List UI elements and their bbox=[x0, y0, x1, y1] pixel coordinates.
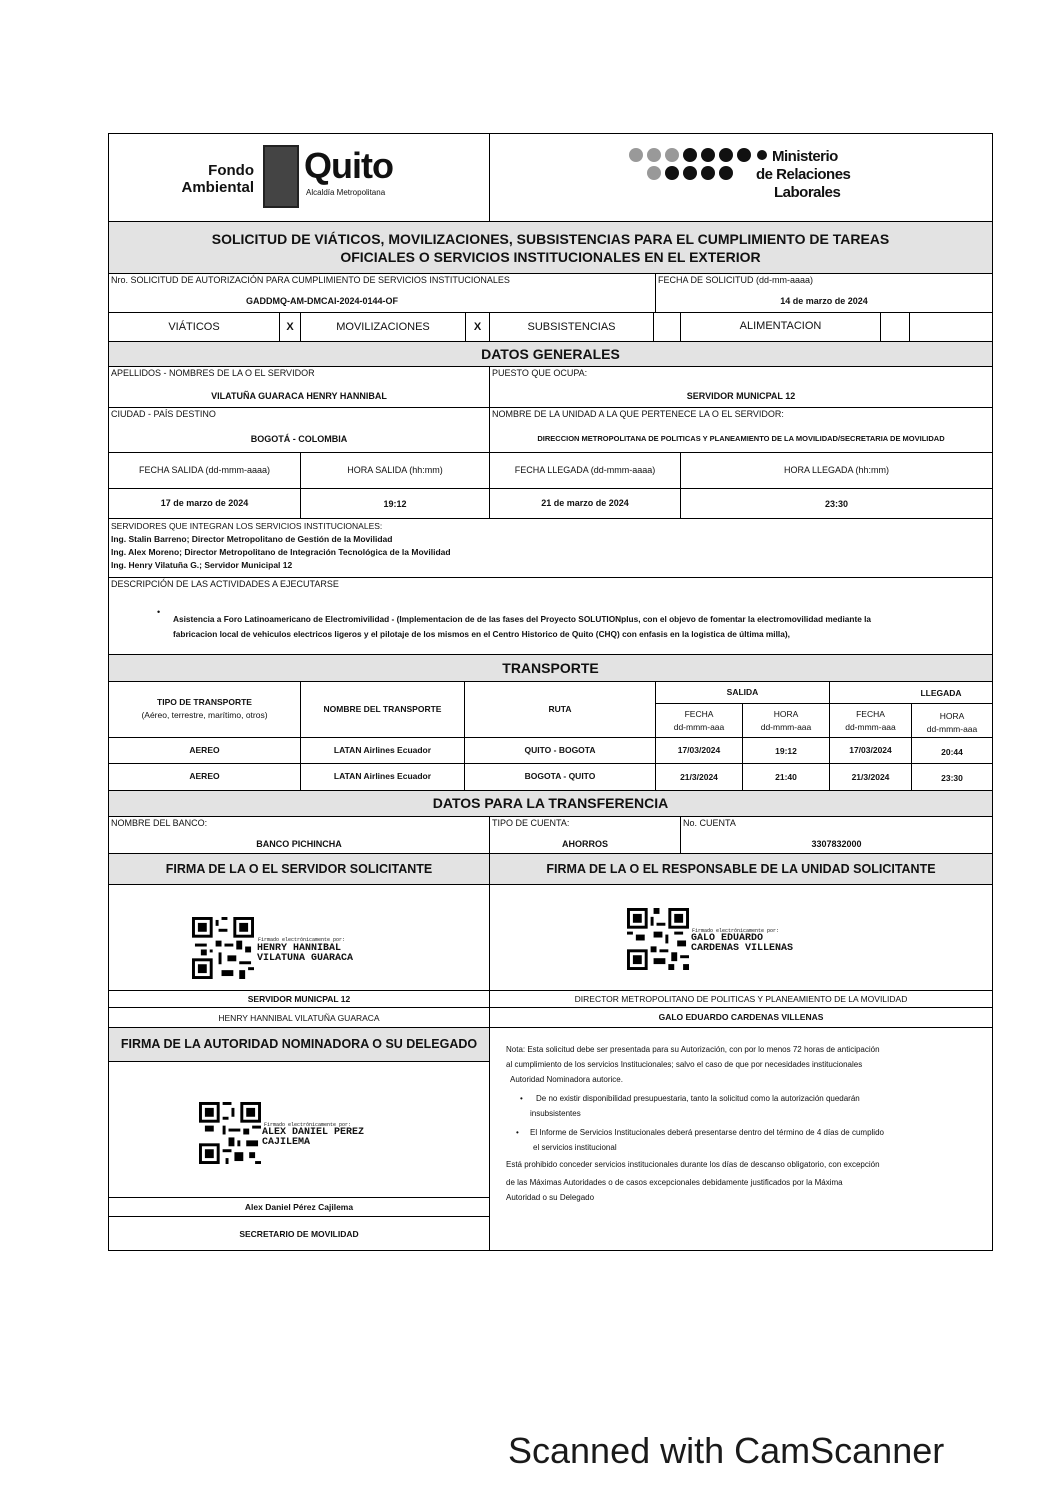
transporte-title: TRANSPORTE bbox=[502, 660, 599, 676]
apellidos-label: APELLIDOS - NOMBRES DE LA O EL SERVIDOR bbox=[111, 368, 315, 378]
nota-line2: al cumplimiento de los servicios Institucionales; salvo el caso de que por necesidades institucionales bbox=[506, 1060, 863, 1069]
row2-llegada-hora bbox=[911, 763, 993, 791]
viaticos-cell bbox=[108, 312, 280, 342]
tipo-transporte-sub: (Aéreo, terrestre, marítimo, otros) bbox=[141, 710, 268, 720]
salida-hora-label: HORA bbox=[773, 709, 799, 719]
tipo-cuenta-cell bbox=[489, 816, 681, 854]
nombre-transporte-label: NOMBRE DEL TRANSPORTE bbox=[323, 704, 442, 714]
viaticos-label: VIÁTICOS bbox=[168, 321, 220, 333]
servidor-item: Ing. Stalin Barreno; Director Metropolitano de Gestión de la Movilidad bbox=[111, 534, 393, 544]
cuenta-cell bbox=[680, 816, 993, 854]
bullet-icon: • bbox=[157, 607, 161, 617]
subsistencias-checkbox[interactable] bbox=[653, 312, 681, 342]
firma-responsable-title: FIRMA DE LA O EL RESPONSABLE DE LA UNIDAD SOLICITANTE bbox=[546, 862, 936, 876]
nota-bullet1-a: De no existir disponibilidad presupuestaria, tanto la solicitud como la autorización quedarán bbox=[536, 1094, 860, 1103]
row2-tipo-text: AEREO bbox=[189, 771, 220, 781]
datos-generales-title: DATOS GENERALES bbox=[481, 346, 620, 362]
autoridad-nombre: Alex Daniel Pérez Cajilema bbox=[244, 1202, 354, 1212]
row2-tipo bbox=[108, 763, 301, 791]
row2-salida-fecha bbox=[655, 763, 743, 791]
row1-salida-fecha-text: 17/03/2024 bbox=[677, 745, 721, 755]
row1-llegada-hora-text: 20:44 bbox=[941, 747, 963, 757]
servidores-cell bbox=[108, 518, 993, 578]
qr-code-icon bbox=[192, 917, 254, 979]
nota-text bbox=[506, 1042, 986, 1205]
puesto-label: PUESTO QUE OCUPA: bbox=[492, 368, 588, 378]
puesto-value: SERVIDOR MUNICPAL 12 bbox=[686, 391, 796, 401]
row2-salida-hora bbox=[742, 763, 830, 791]
subsistencias-label: SUBSISTENCIAS bbox=[527, 321, 616, 333]
row2-ruta-text: BOGOTA - QUITO bbox=[524, 771, 596, 781]
alimentacion-label: ALIMENTACION bbox=[739, 320, 822, 332]
unidad-label: NOMBRE DE LA UNIDAD A LA QUE PERTENECE LA O EL SERVIDOR: bbox=[492, 409, 784, 419]
hora-llegada-value-cell bbox=[680, 488, 993, 519]
row1-llegada-fecha-text: 17/03/2024 bbox=[849, 745, 892, 755]
salida-fecha-label: FECHA bbox=[684, 709, 714, 719]
nota-bullet1-b: insubsistentes bbox=[530, 1109, 581, 1118]
hora-llegada-value: 23:30 bbox=[824, 499, 849, 509]
bullet-icon: • bbox=[516, 1128, 519, 1137]
fondo-ambiental-logo bbox=[170, 162, 254, 196]
descripcion-line2: fabricacion local de vehiculos electricos ligeros y el pilotaje de los mismos en el Centro Historico de Quito (CHQ) con enfasis en la logistica de última milla), bbox=[173, 629, 790, 639]
firmado-por-text: Firmado electrónicamente por: bbox=[692, 928, 780, 934]
descripcion-cell bbox=[108, 577, 993, 655]
salida-fecha-header bbox=[655, 703, 743, 738]
fecha-salida-value: 17 de marzo de 2024 bbox=[160, 498, 249, 508]
fecha-salida-label-cell bbox=[108, 452, 301, 489]
responsable-nombre-cell bbox=[489, 1007, 993, 1028]
row1-salida-hora bbox=[742, 737, 830, 764]
nota-line6: Autoridad o su Delegado bbox=[506, 1193, 595, 1202]
tipo-cuenta-value: AHORROS bbox=[561, 839, 608, 849]
ministerio-line3: Laborales bbox=[774, 184, 841, 201]
salida-hora-format: dd-mmm-aaa bbox=[760, 722, 812, 732]
alimentacion-checkbox[interactable] bbox=[880, 312, 910, 342]
firma-solicitante-band bbox=[108, 853, 490, 885]
llegada-hora-label: HORA bbox=[939, 711, 965, 721]
fecha-salida-label: FECHA SALIDA (dd-mmm-aaaa) bbox=[138, 465, 271, 475]
autoridad-nombre-cell bbox=[108, 1197, 490, 1217]
row1-nombre bbox=[300, 737, 465, 764]
quito-crest-icon bbox=[263, 145, 299, 208]
firma-solicitante-title: FIRMA DE LA O EL SERVIDOR SOLICITANTE bbox=[165, 862, 433, 876]
ministerio-dots-icon bbox=[628, 147, 768, 183]
fecha-llegada-value-cell bbox=[489, 488, 681, 519]
nota-line4: Está prohibido conceder servicios institucionales durante los días de descanso obligatorio, con excepción bbox=[506, 1160, 880, 1169]
row2-llegada-fecha bbox=[829, 763, 912, 791]
signature-name bbox=[691, 934, 793, 954]
llegada-header bbox=[829, 681, 993, 704]
signature-name bbox=[257, 944, 353, 964]
hora-salida-value-cell bbox=[300, 488, 490, 519]
llegada-hora-format: dd-mmm-aaa bbox=[926, 724, 978, 734]
responsable-cargo-cell bbox=[489, 990, 993, 1008]
ruta-header bbox=[464, 681, 656, 738]
viaticos-checkbox[interactable] bbox=[279, 312, 301, 342]
subsistencias-cell bbox=[489, 312, 654, 342]
nota-bullet1 bbox=[506, 1091, 986, 1121]
banco-value: BANCO PICHINCHA bbox=[256, 839, 342, 849]
firma-responsable-band bbox=[489, 853, 993, 885]
row2-nombre-text: LATAN Airlines Ecuador bbox=[333, 771, 432, 781]
firmado-por-text: Firmado electrónicamente por: bbox=[258, 937, 346, 943]
apellidos-value: VILATUÑA GUARACA HENRY HANNIBAL bbox=[211, 391, 387, 401]
form-title bbox=[108, 230, 993, 266]
salida-hora-header bbox=[742, 703, 830, 738]
movilizaciones-checkbox[interactable] bbox=[465, 312, 490, 342]
ambiental-text: Ambiental bbox=[181, 179, 254, 196]
nota-bullet2-a: El Informe de Servicios Institucionales deberá presentarse dentro del término de 4 días de cumplido bbox=[530, 1128, 884, 1137]
row2-salida-fecha-text: 21/3/2024 bbox=[680, 772, 718, 782]
banco-cell bbox=[108, 816, 490, 854]
sig2-line1: GALO EDUARDO bbox=[691, 933, 764, 944]
row2-llegada-hora-text: 23:30 bbox=[941, 773, 963, 783]
servidor-item: Ing. Henry Vilatuña G.; Servidor Municipal 12 bbox=[111, 560, 293, 570]
nota-bullet2-b: el servicios institucional bbox=[533, 1143, 617, 1152]
salida-header bbox=[655, 681, 830, 704]
firmado-por-text: Firmado electrónicamente por: bbox=[264, 1122, 352, 1128]
autoridad-cargo-cell bbox=[108, 1216, 490, 1251]
solicitante-nombre-cell bbox=[108, 1007, 490, 1028]
bullet-icon: • bbox=[520, 1094, 523, 1103]
tipo-transporte-header bbox=[108, 681, 301, 738]
movilizaciones-cell bbox=[300, 312, 466, 342]
nota-bullet2 bbox=[506, 1125, 986, 1155]
autoridad-cargo: SECRETARIO DE MOVILIDAD bbox=[239, 1229, 359, 1239]
row2-salida-hora-text: 21:40 bbox=[775, 772, 797, 782]
form-title-line2: OFICIALES O SERVICIOS INSTITUCIONALES EN EL EXTERIOR bbox=[340, 249, 761, 265]
alimentacion-extra-cell bbox=[909, 312, 993, 342]
tipo-cuenta-label: TIPO DE CUENTA: bbox=[492, 818, 570, 828]
salida-fecha-format: dd-mmm-aaa bbox=[673, 722, 725, 732]
unidad-value: DIRECCION METROPOLITANA DE POLITICAS Y PLANEAMIENTO DE LA MOVILIDAD/SECRETARIA DE MOVILIDAD bbox=[537, 434, 945, 443]
ciudad-value: BOGOTÁ - COLOMBIA bbox=[250, 434, 348, 444]
row1-ruta-text: QUITO - BOGOTA bbox=[524, 745, 596, 755]
puesto-cell bbox=[489, 366, 993, 408]
fecha-solicitud-cell bbox=[655, 273, 993, 313]
row2-llegada-fecha-text: 21/3/2024 bbox=[851, 772, 890, 782]
banco-label: NOMBRE DEL BANCO: bbox=[111, 818, 208, 828]
llegada-label: LLEGADA bbox=[920, 688, 962, 698]
hora-salida-label-cell bbox=[300, 452, 490, 489]
row1-salida-hora-text: 19:12 bbox=[775, 746, 797, 756]
responsable-cargo: DIRECTOR METROPOLITANO DE POLITICAS Y PLANEAMIENTO DE LA MOVILIDAD bbox=[574, 994, 908, 1004]
movilizaciones-mark: X bbox=[473, 321, 482, 333]
hora-salida-label: HORA SALIDA (hh:mm) bbox=[347, 465, 443, 475]
cuenta-label: No. CUENTA bbox=[683, 818, 736, 828]
hora-llegada-label-cell bbox=[680, 452, 993, 489]
llegada-fecha-header bbox=[829, 703, 912, 738]
fondo-text: Fondo bbox=[208, 162, 254, 179]
transferencia-title: DATOS PARA LA TRANSFERENCIA bbox=[432, 795, 669, 811]
sig2-line2: CARDENAS VILLENAS bbox=[691, 943, 794, 954]
solicitante-nombre: HENRY HANNIBAL VILATUÑA GUARACA bbox=[218, 1013, 380, 1023]
ruta-label: RUTA bbox=[548, 704, 572, 714]
llegada-hora-header bbox=[911, 703, 993, 738]
nro-label: Nro. SOLICITUD DE AUTORIZACIÓN PARA CUMPLIMIENTO DE SERVICIOS INSTITUCIONALES bbox=[111, 275, 510, 285]
transferencia-band bbox=[108, 790, 993, 817]
servidor-item: Ing. Alex Moreno; Director Metropolitano de Integración Tecnológica de la Movilidad bbox=[111, 547, 451, 557]
fecha-solicitud-value: 14 de marzo de 2024 bbox=[780, 296, 868, 306]
llegada-fecha-label: FECHA bbox=[856, 709, 885, 719]
nombre-transporte-header bbox=[300, 681, 465, 738]
header-left-box bbox=[108, 133, 490, 222]
alcaldia-text: Alcaldía Metropolitana bbox=[306, 188, 386, 197]
row2-ruta bbox=[464, 763, 656, 791]
ciudad-label: CIUDAD - PAÍS DESTINO bbox=[111, 409, 216, 419]
solicitante-cargo-cell bbox=[108, 990, 490, 1008]
salida-label: SALIDA bbox=[726, 687, 759, 697]
viaticos-mark: X bbox=[286, 321, 294, 333]
firma-autoridad-band bbox=[108, 1027, 490, 1062]
hora-llegada-label: HORA LLEGADA (hh:mm) bbox=[783, 465, 890, 475]
sig3-line2: CAJILEMA bbox=[262, 1137, 311, 1148]
descripcion-label: DESCRIPCIÓN DE LAS ACTIVIDADES A EJECUTARSE bbox=[111, 579, 339, 589]
apellidos-cell bbox=[108, 366, 490, 408]
row1-tipo bbox=[108, 737, 301, 764]
fecha-llegada-label: FECHA LLEGADA (dd-mmm-aaaa) bbox=[514, 465, 656, 475]
ciudad-cell bbox=[108, 407, 490, 453]
llegada-fecha-format: dd-mmm-aaa bbox=[845, 722, 896, 732]
nro-cell bbox=[108, 273, 656, 313]
sig3-line1: ALEX DANIEL PEREZ bbox=[262, 1127, 365, 1138]
solicitante-cargo: SERVIDOR MUNICPAL 12 bbox=[247, 994, 351, 1004]
row1-nombre-text: LATAN Airlines Ecuador bbox=[333, 745, 432, 755]
row2-nombre bbox=[300, 763, 465, 791]
cuenta-value: 3307832000 bbox=[811, 839, 862, 849]
responsable-nombre: GALO EDUARDO CARDENAS VILLENAS bbox=[658, 1012, 824, 1022]
hora-salida-value: 19:12 bbox=[383, 499, 407, 509]
row1-llegada-hora bbox=[911, 737, 993, 764]
transporte-band bbox=[108, 654, 993, 682]
qr-code-icon bbox=[199, 1102, 261, 1164]
unidad-cell bbox=[489, 407, 993, 453]
movilizaciones-label: MOVILIZACIONES bbox=[336, 321, 430, 333]
datos-generales-band bbox=[108, 341, 993, 367]
fecha-llegada-value: 21 de marzo de 2024 bbox=[541, 498, 629, 508]
row1-ruta bbox=[464, 737, 656, 764]
sig1-line1: HENRY HANNIBAL bbox=[257, 943, 342, 954]
alimentacion-cell bbox=[680, 312, 881, 342]
fecha-solicitud-label: FECHA DE SOLICITUD (dd-mm-aaaa) bbox=[658, 275, 814, 285]
servidores-label: SERVIDORES QUE INTEGRAN LOS SERVICIOS INSTITUCIONALES: bbox=[111, 521, 383, 531]
quito-logo-text: Quito bbox=[304, 145, 393, 186]
fecha-salida-value-cell bbox=[108, 488, 301, 519]
camscanner-watermark: Scanned with CamScanner bbox=[508, 1430, 945, 1471]
row1-salida-fecha bbox=[655, 737, 743, 764]
nro-value: GADDMQ-AM-DMCAI-2024-0144-OF bbox=[245, 296, 398, 306]
descripcion-text bbox=[173, 612, 871, 642]
nota-line3: Autoridad Nominadora autorice. bbox=[510, 1075, 623, 1084]
qr-code-icon bbox=[627, 908, 689, 970]
descripcion-line1: Asistencia a Foro Latinoamericano de Electromivilidad - (Implementacion de de las fases del Proyecto SOLUTIONplus, con el objevo de fomentar la electromovilidad mediante la bbox=[173, 614, 872, 624]
ministerio-logo-text bbox=[756, 148, 851, 202]
fecha-llegada-label-cell bbox=[489, 452, 681, 489]
nota-line5: de las Máximas Autoridades o de casos excepcionales debidamente justificados por la Máxima bbox=[506, 1178, 843, 1187]
nota-line1: Nota: Esta solicitud debe ser presentada para su Autorización, con por lo menos 72 horas de anticipación bbox=[506, 1045, 880, 1054]
tipo-transporte-label: TIPO DE TRANSPORTE bbox=[157, 697, 252, 707]
row1-tipo-text: AEREO bbox=[189, 745, 220, 755]
signature-name bbox=[262, 1128, 364, 1148]
ministerio-line2: de Relaciones bbox=[756, 166, 851, 183]
form-title-line1: SOLICITUD DE VIÁTICOS, MOVILIZACIONES, SUBSISTENCIAS PARA EL CUMPLIMIENTO DE TAREAS bbox=[211, 231, 890, 247]
sig1-line2: VILATUNA GUARACA bbox=[257, 953, 354, 964]
row1-llegada-fecha bbox=[829, 737, 912, 764]
ministerio-line1: Ministerio bbox=[772, 148, 838, 165]
firma-autoridad-title: FIRMA DE LA AUTORIDAD NOMINADORA O SU DELEGADO bbox=[120, 1037, 478, 1051]
